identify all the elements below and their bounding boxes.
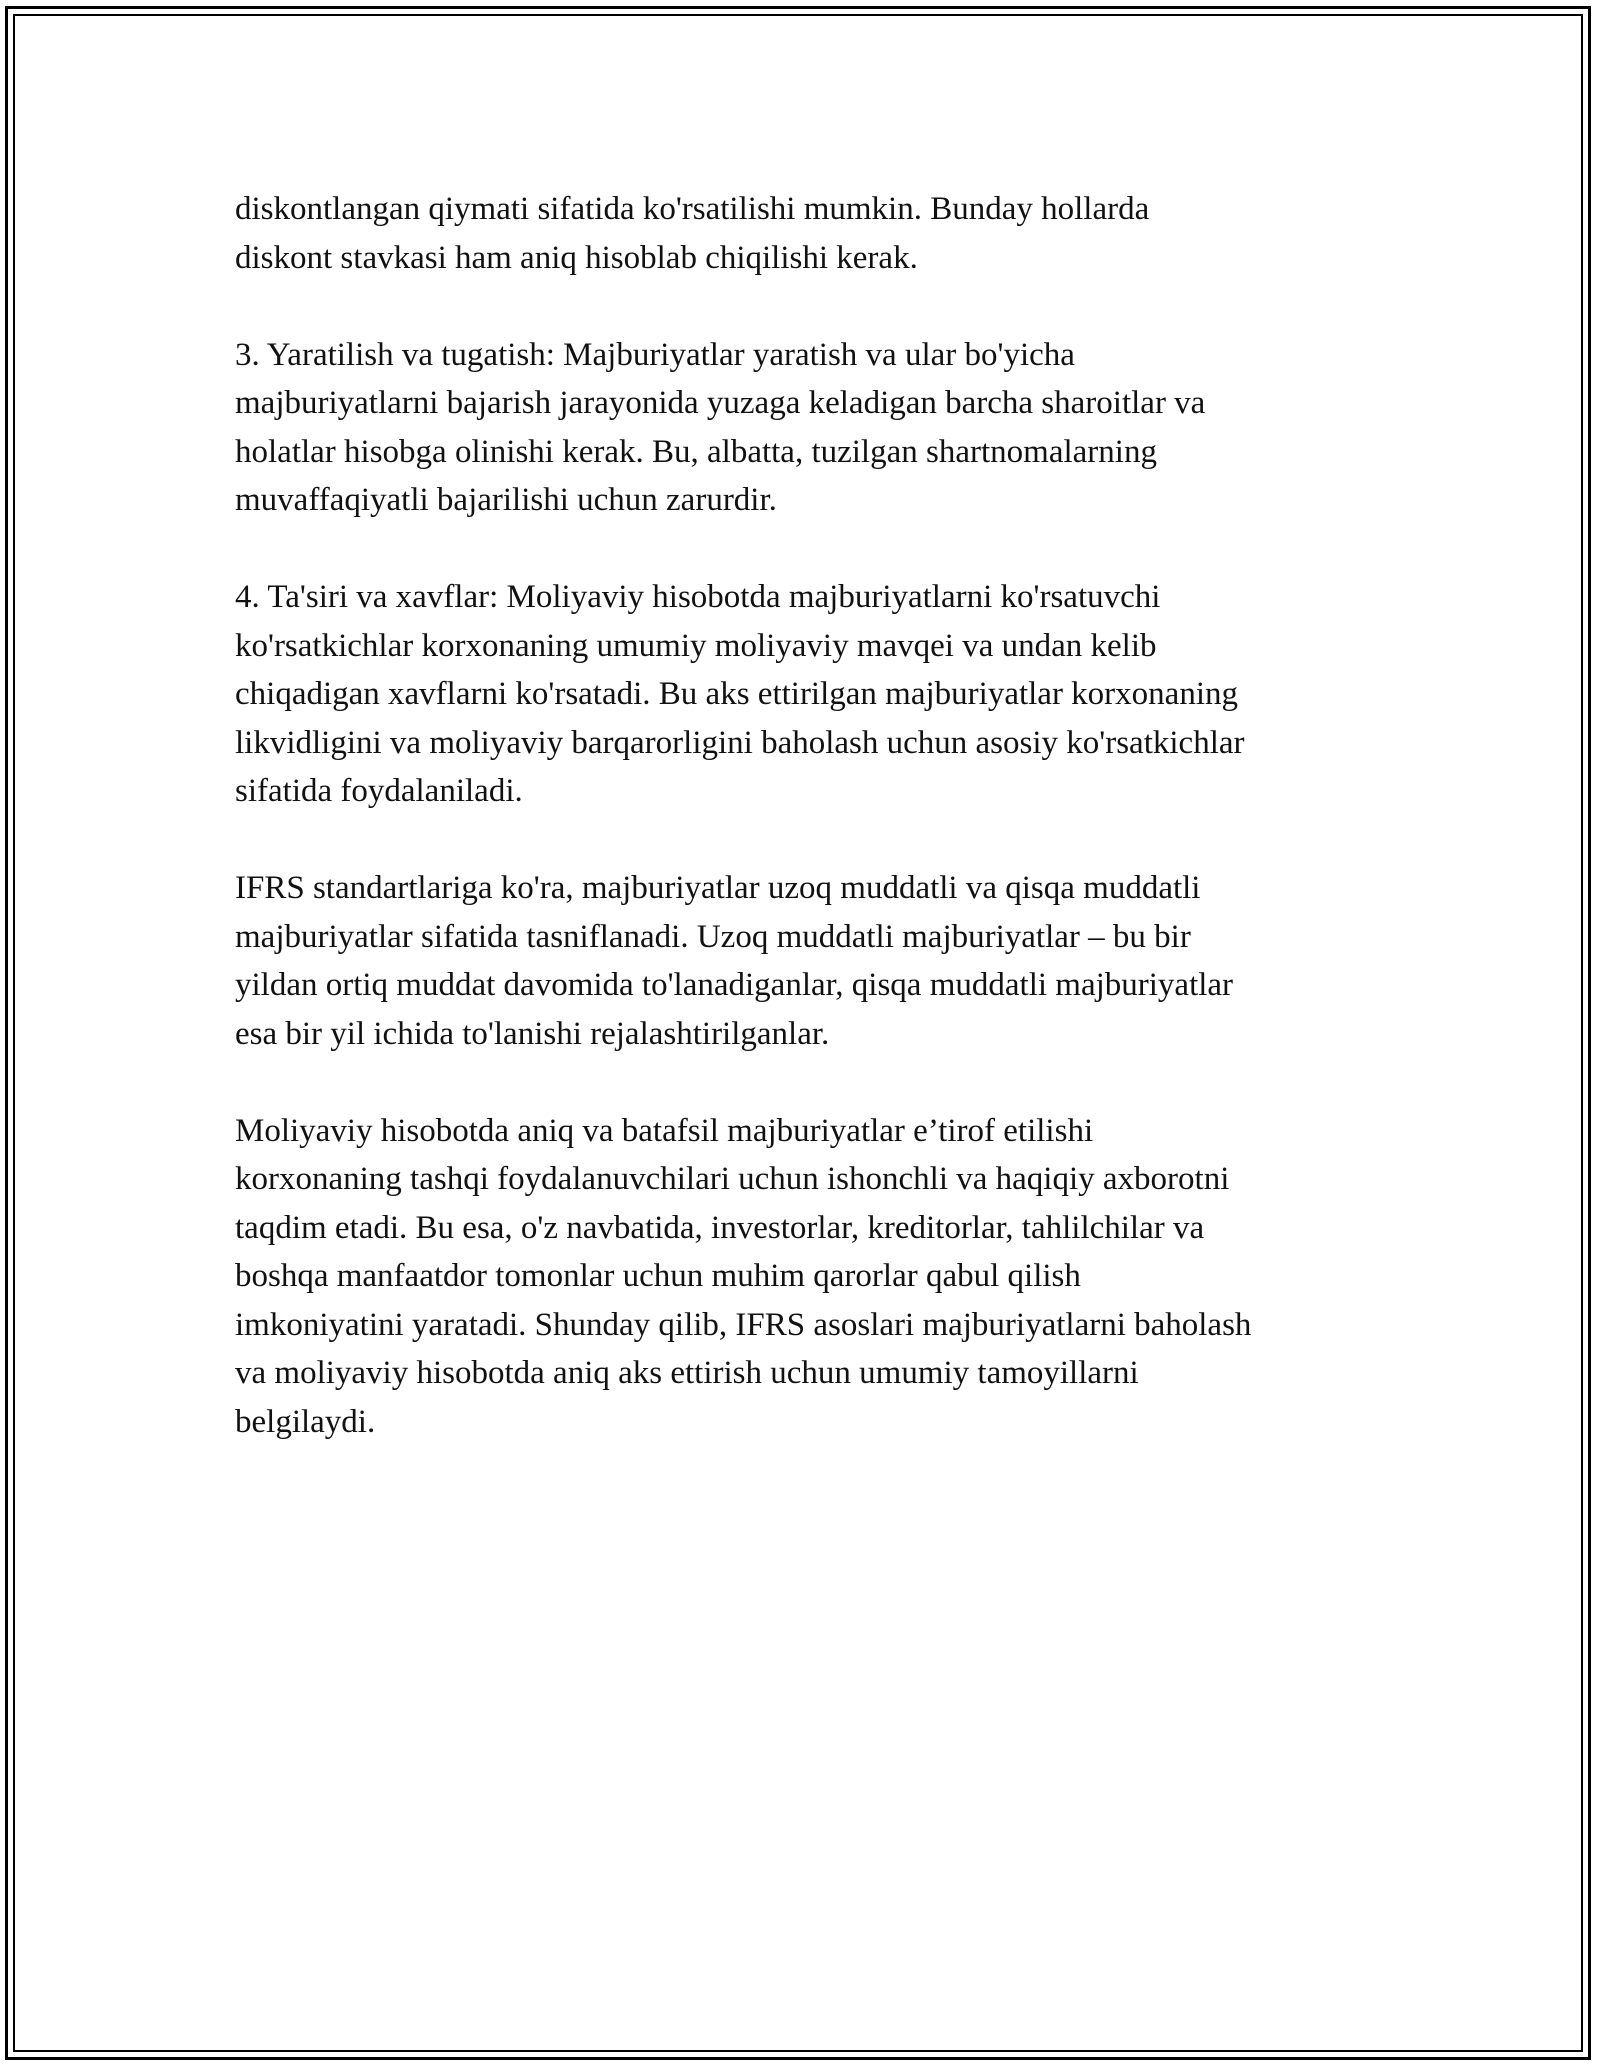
text-line: diskontlangan qiymati sifatida ko'rsatilishi mumkin. Bunday hollarda (235, 191, 1150, 227)
text-line: diskont stavkasi ham aniq hisoblab chiqilishi kerak. (235, 239, 918, 276)
text-line: boshqa manfaatdor tomonlar uchun muhim qarorlar qabul qilish (235, 1258, 1081, 1294)
paragraph-ifrs-classification (235, 864, 1375, 1058)
text-line: Moliyaviy hisobotda aniq va batafsil majburiyatlar e’tirof etilishi (235, 1112, 1094, 1149)
text-line: imkoniyatini yaratadi. Shunday qilib, IFRS asoslari majburiyatlarni baholash (235, 1306, 1252, 1343)
paragraph-impact-risks (235, 573, 1375, 816)
document-body (235, 185, 1375, 1495)
text-line: holatlar hisobga olinishi kerak. Bu, albatta, tuzilgan shartnomalarning (235, 433, 1157, 470)
text-line: yildan ortiq muddat davomida to'lanadiganlar, qisqa muddatli majburiyatlar (235, 967, 1234, 1003)
text-line: muvaffaqiyatli bajarilishi uchun zarurdir. (235, 482, 777, 518)
text-line: ko'rsatkichlar korxonaning umumiy moliyaviy mavqei va undan kelib (235, 627, 1157, 664)
paragraph-conclusion (235, 1107, 1375, 1447)
text-line: belgilaydi. (235, 1403, 376, 1440)
text-line: va moliyaviy hisobotda aniq aks ettirish uchun umumiy tamoyillarni (235, 1355, 1139, 1391)
text-line: sifatida foydalaniladi. (235, 773, 523, 809)
text-line: majburiyatlarni bajarish jarayonida yuzaga keladigan barcha sharoitlar va (235, 385, 1206, 421)
text-line: likvidligini va moliyaviy barqarorligini baholash uchun asosiy ko'rsatkichlar (235, 724, 1245, 761)
text-line: 3. Yaratilish va tugatish: Majburiyatlar yaratish va ular bo'yicha (235, 336, 1075, 373)
text-line: taqdim etadi. Bu esa, o'z navbatida, investorlar, kreditorlar, tahlilchilar va (235, 1209, 1205, 1246)
text-line: esa bir yil ichida to'lanishi rejalashtirilganlar. (235, 1015, 830, 1052)
text-line: 4. Ta'siri va xavflar: Moliyaviy hisobotda majburiyatlarni ko'rsatuvchi (235, 579, 1161, 615)
text-line: IFRS standartlariga ko'ra, majburiyatlar uzoq muddatli va qisqa muddatli (235, 870, 1201, 906)
text-line: korxonaning tashqi foydalanuvchilari uchun ishonchli va haqiqiy axborotni (235, 1161, 1230, 1197)
paragraph-discount (235, 185, 1375, 282)
paragraph-creation-termination (235, 331, 1375, 525)
text-line: chiqadigan xavflarni ko'rsatadi. Bu aks ettirilgan majburiyatlar korxonaning (235, 676, 1238, 712)
text-line: majburiyatlar sifatida tasniflanadi. Uzoq muddatli majburiyatlar – bu bir (235, 918, 1191, 955)
